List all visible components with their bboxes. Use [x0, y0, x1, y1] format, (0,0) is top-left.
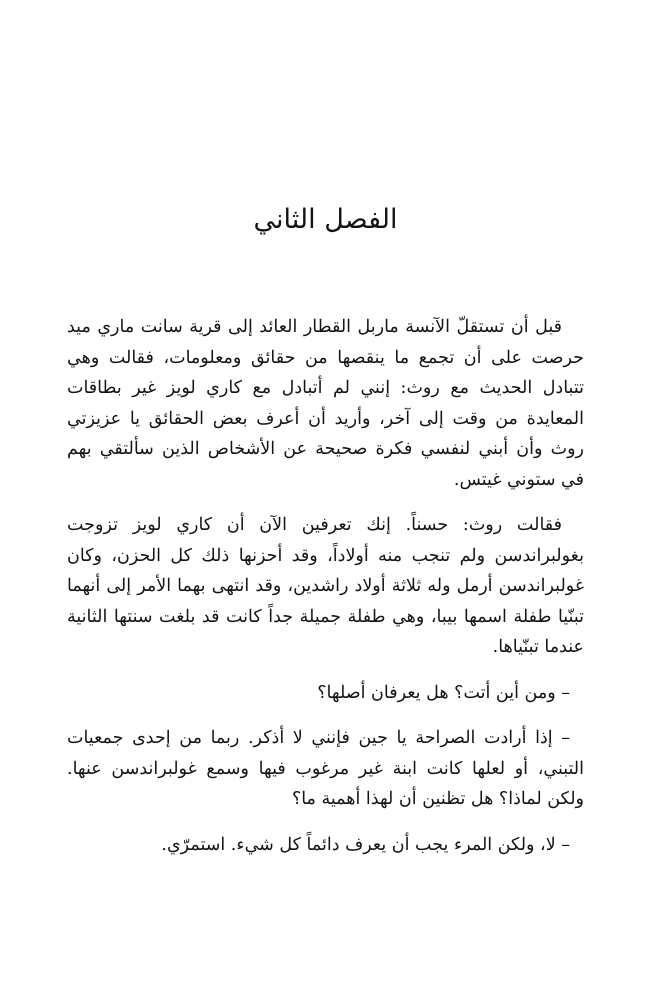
dialogue-line: – لا، ولكن المرء يجب أن يعرف دائماً كل شيء. استمرّي. [161, 834, 570, 855]
chapter-title: الفصل الثاني [253, 204, 398, 235]
chapter-body [67, 312, 584, 875]
paragraph: فقالت روث: حسناً. إنك تعرفين الآن أن كاري لويز تزوجت بغولبراندسن ولم تنجب منه أولاداً، وقد أحزنها ذلك كل الحزن، وكان غولبراندسن أرمل وله ثلاثة أولاد راشدين، وقد انتهى بهما الأمر إلى أنهما تبنّيا طفلة اسمها بيبا، وهي طفلة جميلة جداً كانت قد بلغت سنتها الثانية عندما تبنّياها. [67, 515, 584, 657]
dialogue-line: – ومن أين أتت؟ هل يعرفان أصلها؟ [317, 682, 570, 703]
paragraph: قبل أن تستقلّ الآنسة ماربل القطار العائد إلى قرية سانت ماري ميد حرصت على أن تجمع ما ينقصها من حقائق ومعلومات، فقالت وهي تتبادل الحديث مع روث: إنني لم أتبادل مع كاري لويز غير بطاقات المعايدة من وقت إلى آخر، وأريد أن أعرف بعض الحقائق يا عزيزتي روث وأن أبني لنفسي فكرة صحيحة عن الأشخاص الذين سألتقي بهم في ستوني غيتس. [67, 317, 584, 490]
dialogue-line: – إذا أرادت الصراحة يا جين فإنني لا أذكر. ربما من إحدى جمعيات التبني، أو لعلها كانت ابنة غير مرغوب فيها وسمع غولبراندسن عنها. ولكن لماذا؟ هل تظنين أن لهذا أهمية ما؟ [67, 728, 584, 809]
